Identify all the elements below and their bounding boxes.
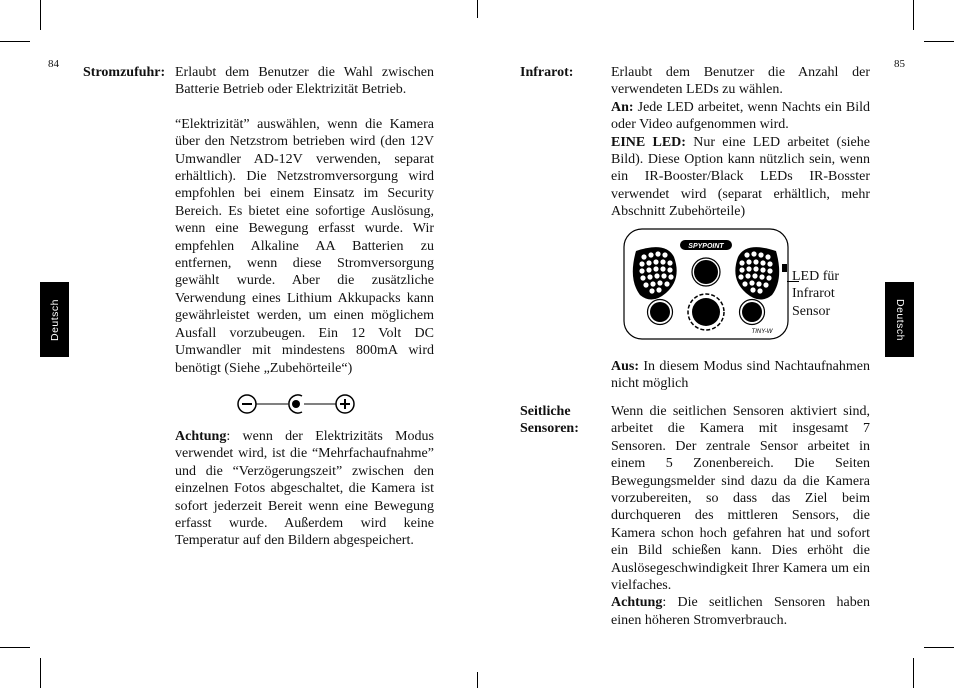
lens-icon [692, 298, 720, 326]
language-tab-left [40, 282, 69, 357]
page-number-right: 85 [894, 58, 905, 70]
crop-mark [40, 658, 41, 688]
crop-mark [477, 0, 478, 18]
caution-text: : Die seitlichen Sensoren haben einen höheren Stromverbrauch. [611, 595, 870, 628]
led-callout [792, 268, 839, 320]
light-sensor-icon [694, 260, 718, 284]
camera-brand: SPYPOINT [688, 243, 724, 250]
crop-mark [0, 647, 30, 648]
crop-mark [913, 658, 914, 688]
crop-mark [0, 41, 30, 42]
power-intro: Erlaubt dem Benutzer die Wahl zwischen Batterie Betrieb oder Elektrizität Betrieb. [175, 65, 434, 98]
crop-mark [913, 0, 914, 30]
crop-mark [40, 0, 41, 30]
side-sensors-label-line1: Seitliche [520, 404, 571, 419]
side-sensor-right-icon [742, 302, 762, 322]
language-tab-label: Deutsch [893, 298, 906, 341]
caution-text: : wenn der Elektrizitäts Modus verwendet wird, ist die “Mehrfachaufnahme” und die “Verzögerungszeit” zwischen den einzelnen Fotos abgeschaltet, die Kamera ist sofort jederzeit Bereit wenn eine Bewegung erfasst wurde. Außerdem wird keine Temperatur auf den Bildern abgespeichert. [175, 429, 434, 549]
crop-mark [924, 41, 954, 42]
power-description: “Elektrizität” auswählen, wenn die Kamera über den Netzstrom betrieben wird (den 12V Umwandler AD-12V verwenden, separat erhältlich). Die Netzstromversorgung wird empfohlen bei einem Einsatz im Security Bereich. Es bietet eine sofortige Auslösung, wenn eine Bewegung erfasst wurde. Wir empfehlen Alkaline AA Batterien zu entfernen, wenn diese Stromversorgung gewählt wurde. Aber die zusätzliche Verwendung eines Lithium Akkupacks kann gewährleistet werden, um einen möglichem Ausfall vorzubeugen. Ein 12 Volt DC Umwandler mit mindestens 800mA wird benötigt (Siehe „Zubehörteile“) [175, 116, 434, 376]
off-text: In diesem Modus sind Nachtaufnahmen nicht möglich [611, 359, 870, 392]
one-led-text: Nur eine LED arbeitet (siehe Bild). Diese Option kann nützlich sein, wenn ein IR-Booster/Black LEDs IR-Bosster verwendet wird (separat erhältlich, mehr Abschnitt Zubehörteile) [611, 134, 870, 220]
callout-line: Sensor [792, 303, 831, 319]
side-sensors-section [611, 403, 870, 629]
on-text: Jede LED arbeitet, wenn Nachts ein Bild oder Video aufgenommen wird. [611, 99, 870, 133]
power-label: Stromzufuhr: [83, 65, 166, 80]
infrared-section [611, 64, 870, 221]
infrared-label: Infrarot: [520, 65, 574, 80]
caution-word: Achtung [175, 429, 227, 444]
power-section [175, 64, 434, 377]
single-led-marker-icon [782, 264, 787, 272]
power-caution [175, 428, 434, 550]
infrared-off [611, 358, 870, 393]
side-sensors-label [520, 403, 579, 438]
crop-mark [924, 647, 954, 648]
one-led-label: EINE LED: [611, 134, 686, 150]
language-tab-label: Deutsch [48, 298, 61, 341]
on-label: An: [611, 99, 634, 115]
off-label: Aus: [611, 359, 640, 374]
polarity-diagram [236, 391, 358, 417]
infrared-intro: Erlaubt dem Benutzer die Anzahl der verwendeten LEDs zu wählen. [611, 65, 870, 98]
language-tab-right [885, 282, 914, 357]
crop-mark [477, 672, 478, 688]
side-sensors-description: Wenn die seitlichen Sensoren aktiviert sind, arbeitet die Kamera mit insgesamt 7 Sensoren. Der zentrale Sensor arbeitet in einem 5 Zonenbereich. Die Seiten Bewegungsmelder sind dazu da die Kamera vorzubereiten, so dass das Ziel beim durchqueren des mittleren Sensors, die Kamera schon hoch gefahren hat und sofort ein Bild schießen kann. Dies erhöht die Auslösegeschwindigkeit Ihrer Kamera um ein vielfaches. [611, 404, 870, 594]
side-sensor-left-icon [650, 302, 670, 322]
callout-line: Infrarot [792, 286, 835, 302]
page-number-left: 84 [48, 58, 59, 70]
callout-line: LED für [792, 269, 840, 284]
side-sensors-label-line2: Sensoren: [520, 421, 579, 437]
caution-word: Achtung [611, 595, 663, 611]
camera-front-illustration [622, 227, 794, 343]
camera-model: TINY-W [751, 329, 773, 335]
